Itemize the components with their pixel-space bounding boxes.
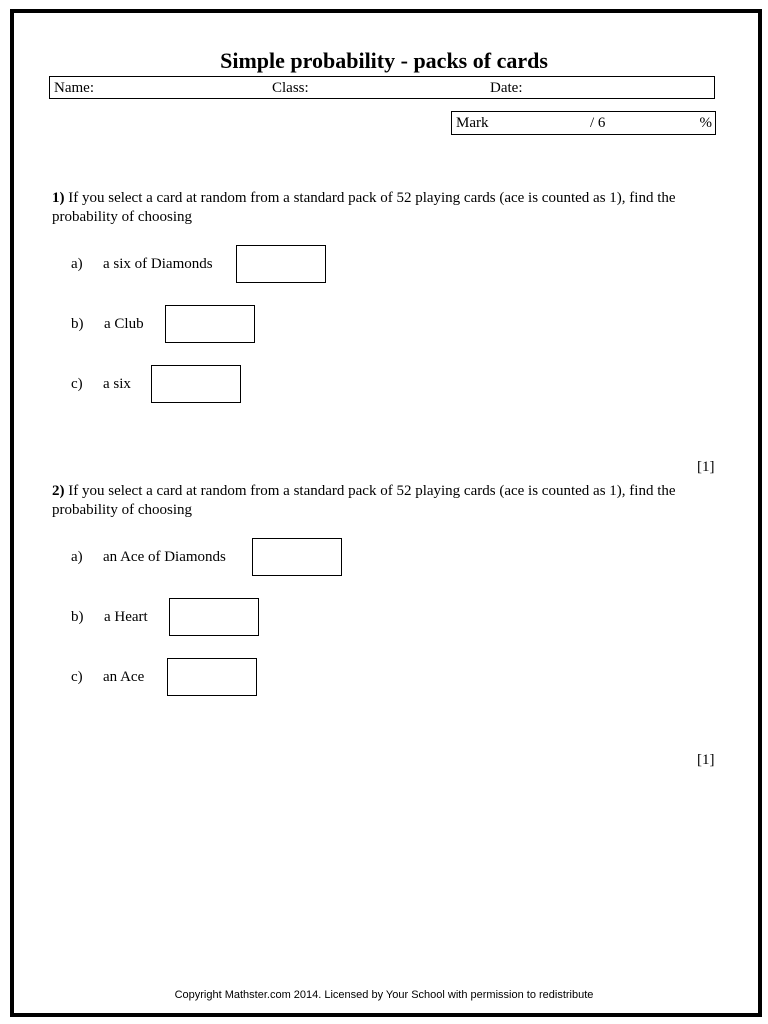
question-1b-text: a Club [104, 316, 144, 332]
question-1b-letter: b) [71, 316, 84, 332]
question-2a-text: an Ace of Diamonds [103, 549, 226, 565]
question-2c-answer-box[interactable] [167, 658, 257, 696]
question-2b-answer-box[interactable] [169, 598, 259, 636]
question-1a-answer-box[interactable] [236, 245, 326, 283]
question-2b-letter: b) [71, 609, 84, 625]
class-label: Class: [272, 80, 309, 96]
mark-total: / 6 [590, 115, 606, 131]
question-1-body: If you select a card at random from a standard pack of 52 playing cards (ace is counted as 1), find the probability of choosing [52, 190, 676, 225]
worksheet-title: Simple probability - packs of cards [220, 48, 548, 73]
question-2a-answer-box[interactable] [252, 538, 342, 576]
copyright-footer: Copyright Mathster.com 2014. Licensed by Your School with permission to redistribute [174, 989, 594, 1001]
date-label: Date: [490, 80, 523, 96]
question-2-text [52, 482, 712, 520]
question-1-marks: [1] [697, 459, 715, 475]
question-1a-letter: a) [71, 256, 83, 272]
question-1-number: 1) [52, 190, 65, 206]
question-2a-letter: a) [71, 549, 83, 565]
name-label: Name: [54, 80, 94, 96]
mark-box [451, 111, 716, 135]
question-1-text [52, 189, 712, 227]
question-1c-answer-box[interactable] [151, 365, 241, 403]
question-1c-letter: c) [71, 376, 83, 392]
question-2b-text: a Heart [104, 609, 148, 625]
question-1a-text: a six of Diamonds [103, 256, 213, 272]
question-1b-answer-box[interactable] [165, 305, 255, 343]
question-2c-letter: c) [71, 669, 83, 685]
question-2-number: 2) [52, 483, 65, 499]
question-2-body: If you select a card at random from a standard pack of 52 playing cards (ace is counted as 1), find the probability of choosing [52, 483, 676, 518]
question-1c-text: a six [103, 376, 131, 392]
question-2c-text: an Ace [103, 669, 145, 685]
student-info-row [49, 76, 715, 99]
mark-label: Mark [456, 115, 489, 131]
mark-percent: % [699, 115, 712, 131]
question-2-marks: [1] [697, 752, 715, 768]
